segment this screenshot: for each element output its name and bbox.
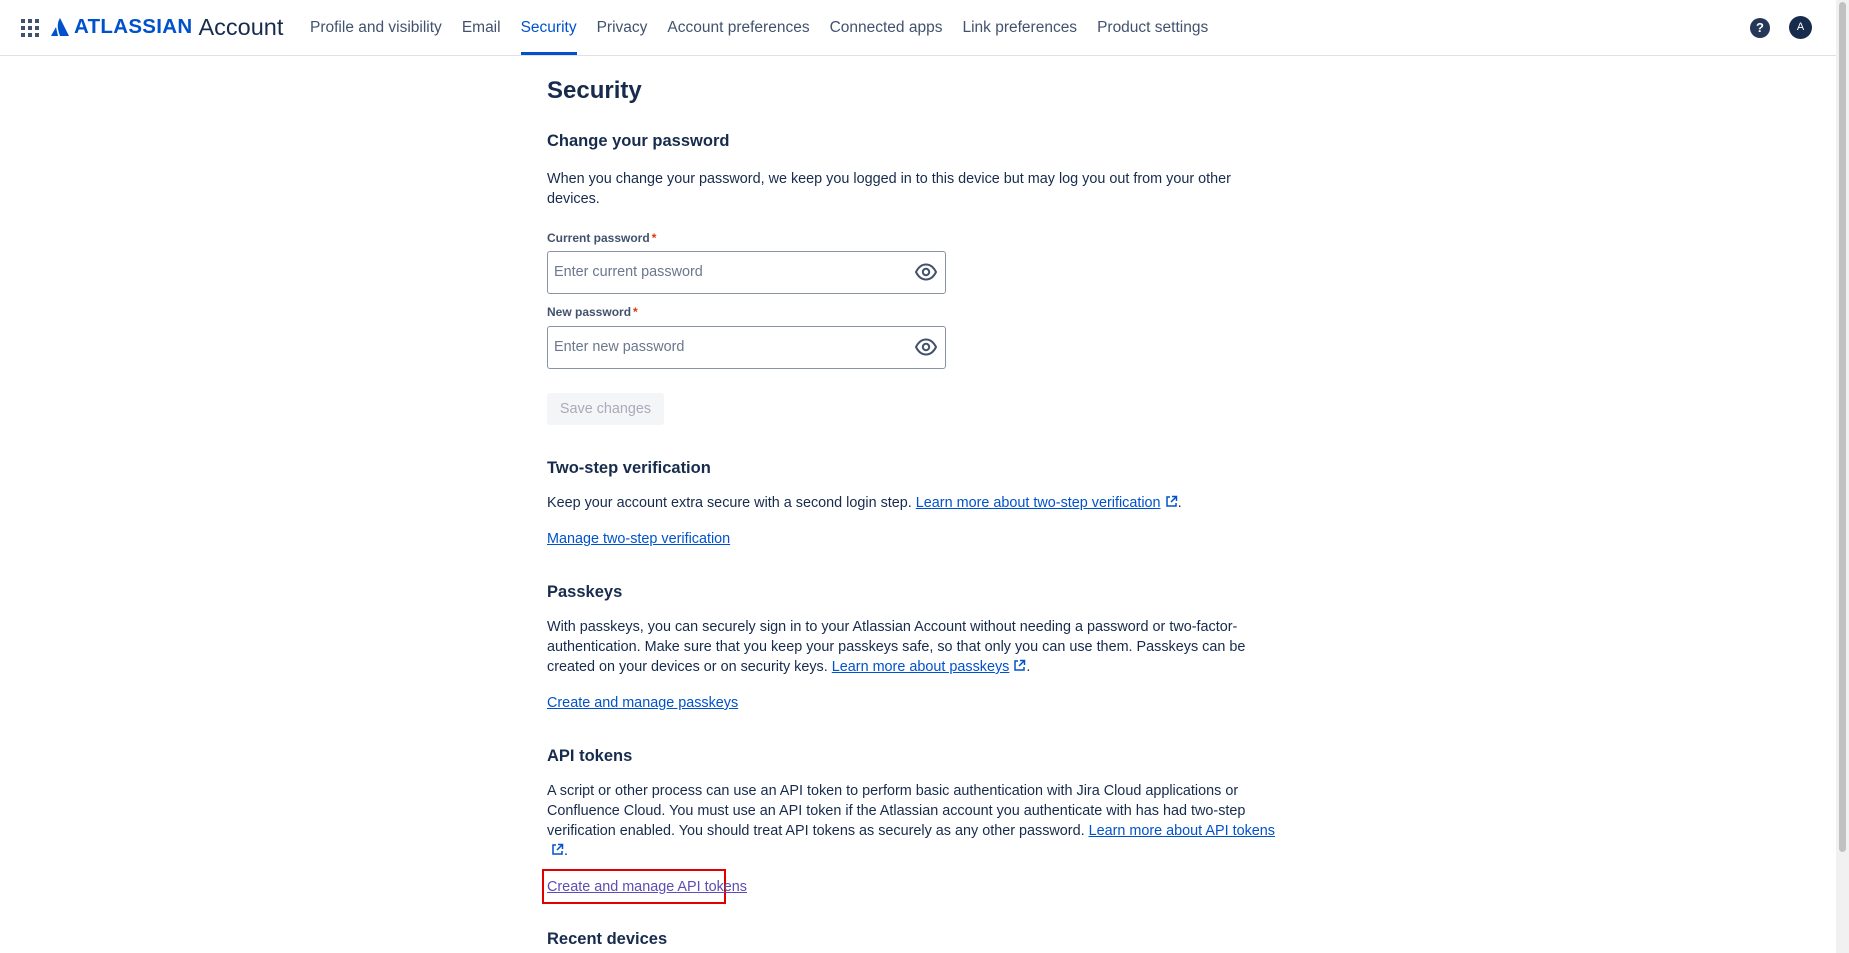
passkeys-learn-more-text: Learn more about passkeys (831, 659, 1010, 675)
show-password-icon[interactable] (915, 338, 937, 356)
new-password-label (547, 305, 638, 319)
two-step-learn-more-link[interactable] (916, 495, 1178, 511)
scrollbar-thumb[interactable] (1839, 2, 1846, 852)
api-tokens-heading: API tokens (547, 747, 633, 765)
show-password-icon[interactable] (915, 263, 937, 281)
new-password-label-text: New password (547, 305, 632, 319)
required-marker: * (651, 231, 657, 245)
atlassian-account-logo[interactable] (50, 13, 283, 41)
page-title: Security (547, 77, 642, 104)
nav-tab-profile-and-visibility[interactable]: Profile and visibility (310, 19, 442, 36)
external-link-icon (1013, 659, 1026, 672)
manage-two-step-link[interactable]: Manage two-step verification (547, 531, 731, 547)
two-step-description-paragraph: Keep your account extra secure with a second login step. Learn more about two-step verification . (547, 495, 1182, 511)
required-marker: * (633, 305, 638, 319)
new-password-input[interactable] (554, 327, 894, 367)
manage-api-tokens-link[interactable]: Create and manage API tokens (547, 879, 747, 895)
two-step-heading: Two-step verification (547, 459, 711, 477)
atlassian-logo-icon (50, 17, 70, 37)
nav-tab-security[interactable]: Security (521, 0, 577, 55)
nav-tab-connected-apps[interactable]: Connected apps (829, 19, 943, 36)
current-password-field (547, 251, 946, 294)
change-password-description: When you change your password, we keep you logged in to this device but may log you out from your other devices. (547, 171, 1231, 207)
save-changes-button[interactable]: Save changes (547, 393, 664, 425)
two-step-description: Keep your account extra secure with a second login step. (547, 495, 912, 511)
passkeys-description: With passkeys, you can securely sign in to your Atlassian Account without needing a password or two-factor-authentication. Make sure that you keep your passkeys safe, so that only you can use them. Passkeys can be created on your devices or on security keys. (547, 619, 1246, 675)
recent-devices-heading: Recent devices (547, 930, 668, 948)
api-tokens-description: A script or other process can use an API token to perform basic authentication with Jira Cloud applications or Confluence Cloud. You must use an API token if the Atlassian account you authenticate with has had two-step verification enabled. You should treat API tokens as securely as any other password. (547, 783, 1246, 839)
api-tokens-learn-more-text: Learn more about API tokens (1088, 823, 1275, 839)
change-password-heading: Change your password (547, 132, 730, 150)
new-password-field (547, 326, 946, 369)
main-nav (310, 0, 1228, 55)
nav-tab-account-preferences[interactable]: Account preferences (667, 19, 810, 36)
manage-passkeys-link[interactable]: Create and manage passkeys (547, 695, 739, 711)
app-switcher-icon[interactable] (21, 19, 39, 37)
current-password-label (547, 231, 656, 245)
passkeys-learn-more-link[interactable] (832, 659, 1027, 675)
top-navigation-bar (0, 0, 1836, 56)
api-tokens-description-paragraph: A script or other process can use an API token to perform basic authentication with Jira Cloud applications or Confluence Cloud. You must use an API token if the Atlassian account you authenticate with has had two-step verification enabled. You should treat API tokens as securely as any other password. Learn more about API tokens. (547, 783, 1275, 859)
nav-tab-link-preferences[interactable]: Link preferences (962, 19, 1078, 36)
help-icon[interactable]: ? (1750, 18, 1770, 38)
current-password-label-text: Current password (547, 231, 650, 245)
page-scrollbar[interactable] (1836, 0, 1849, 953)
external-link-icon (551, 843, 564, 856)
brand-name: ATLASSIAN (74, 15, 193, 38)
nav-tab-email[interactable]: Email (461, 19, 501, 36)
avatar[interactable]: A (1789, 16, 1812, 39)
nav-tab-product-settings[interactable]: Product settings (1097, 19, 1209, 36)
two-step-learn-more-text: Learn more about two-step verification (915, 495, 1161, 511)
nav-tab-privacy[interactable]: Privacy (596, 19, 648, 36)
external-link-icon (1165, 495, 1178, 508)
product-name: Account (198, 13, 284, 40)
current-password-input[interactable] (554, 252, 894, 292)
passkeys-heading: Passkeys (547, 583, 623, 601)
passkeys-description-paragraph: With passkeys, you can securely sign in to your Atlassian Account without needing a password or two-factor-authentication. Make sure that you keep your passkeys safe, so that only you can use them. Passkeys can be created on your devices or on security keys. Learn more about passkeys . (547, 619, 1246, 675)
